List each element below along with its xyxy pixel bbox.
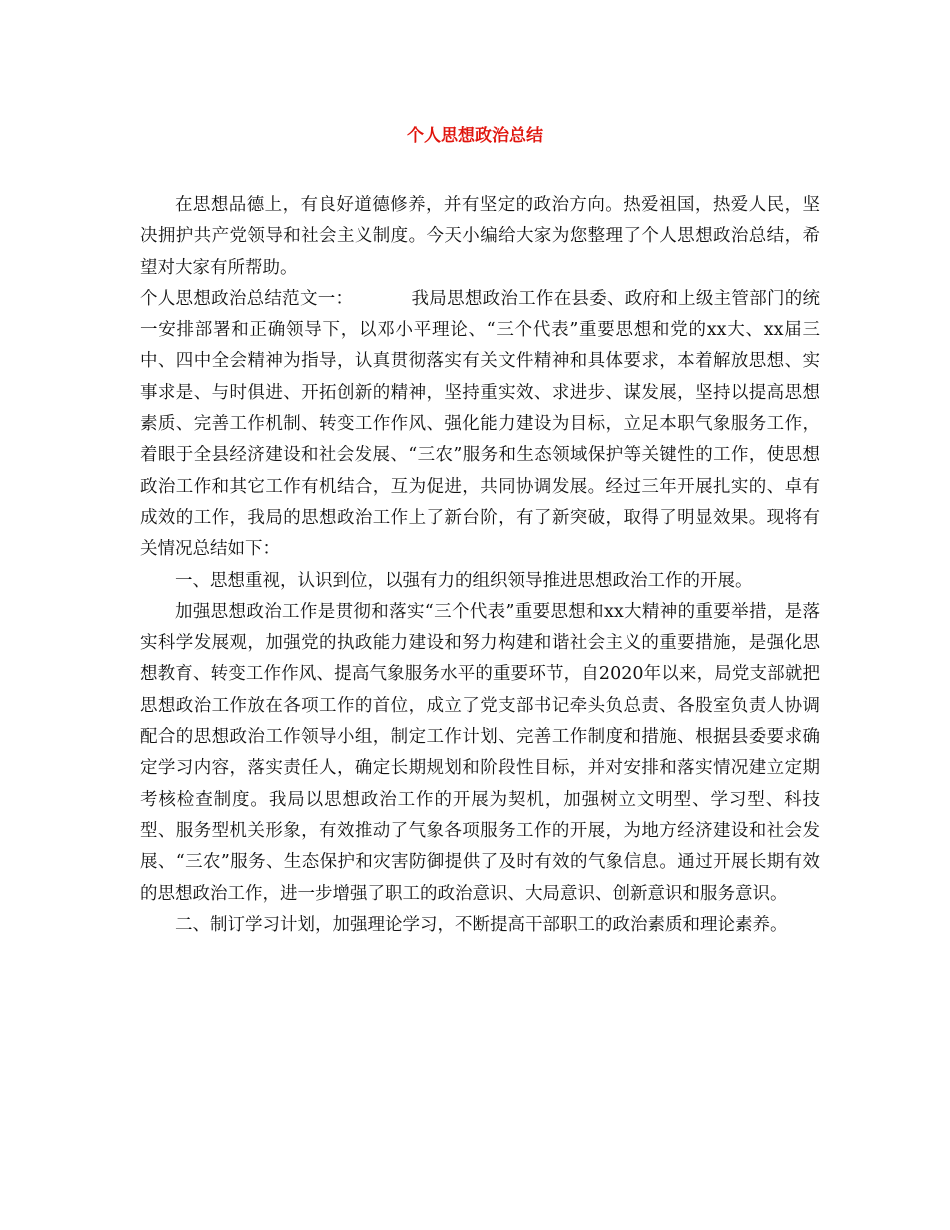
document-body — [140, 190, 820, 941]
section1-paragraph: 加强思想政治工作是贯彻和落实“三个代表”重要思想和xx大精神的重要举措，是落实科学发展观，加强党的执政能力建设和努力构建和谐社会主义的重要措施，是强化思想教育、转变工作作风、提高气象服务水平的重要环节，自2020年以来，局党支部就把思想政治工作放在各项工作的首位，成立了党支部书记牵头负总责、各股室负责人协调配合的思想政治工作领导小组，制定工作计划、完善工作制度和措施、根据县委要求确定学习内容，落实责任人，确定长期规划和阶段性目标，并对安排和落实情况建立定期考核检查制度。我局以思想政治工作的开展为契机，加强树立文明型、学习型、科技型、服务型机关形象，有效推动了气象各项服务工作的开展，为地方经济建设和社会发展、“三农”服务、生态保护和灾害防御提供了及时有效的气象信息。通过开展长期有效的思想政治工作，进一步增强了职工的政治意识、大局意识、创新意识和服务意识。 — [140, 601, 820, 904]
section1-heading: 一、思想重视，认识到位，以强有力的组织领导推进思想政治工作的开展。 — [175, 570, 753, 591]
sample-label: 个人思想政治总结范文一： — [140, 288, 354, 309]
sample-paragraph — [140, 284, 820, 566]
document-title: 个人思想政治总结 — [407, 126, 543, 146]
sample-text: 我局思想政治工作在县委、政府和上级主管部门的统一安排部署和正确领导下，以邓小平理论、“三个代表”重要思想和党的xx大、xx届三中、四中全会精神为指导，认真贯彻落实有关文件精神和具体要求，本着解放思想、实事求是、与时俱进、开拓创新的精神，坚持重实效、求进步、谋发展，坚持以提高思想素质、完善工作机制、转变工作作风、强化能力建设为目标，立足本职气象服务工作，着眼于全县经济建设和社会发展、“三农”服务和生态领域保护等关键性的工作，使思想政治工作和其它工作有机结合，互为促进，共同协调发展。经过三年开展扎实的、卓有成效的工作，我局的思想政治工作上了新台阶，有了新突破，取得了明显效果。现将有关情况总结如下： — [140, 288, 821, 560]
section2-heading: 二、制订学习计划，加强理论学习，不断提高干部职工的政治素质和理论素养。 — [175, 914, 788, 935]
intro-paragraph: 在思想品德上，有良好道德修养，并有坚定的政治方向。热爱祖国，热爱人民，坚决拥护共产党领导和社会主义制度。今天小编给大家为您整理了个人思想政治总结，希望对大家有所帮助。 — [140, 195, 820, 278]
